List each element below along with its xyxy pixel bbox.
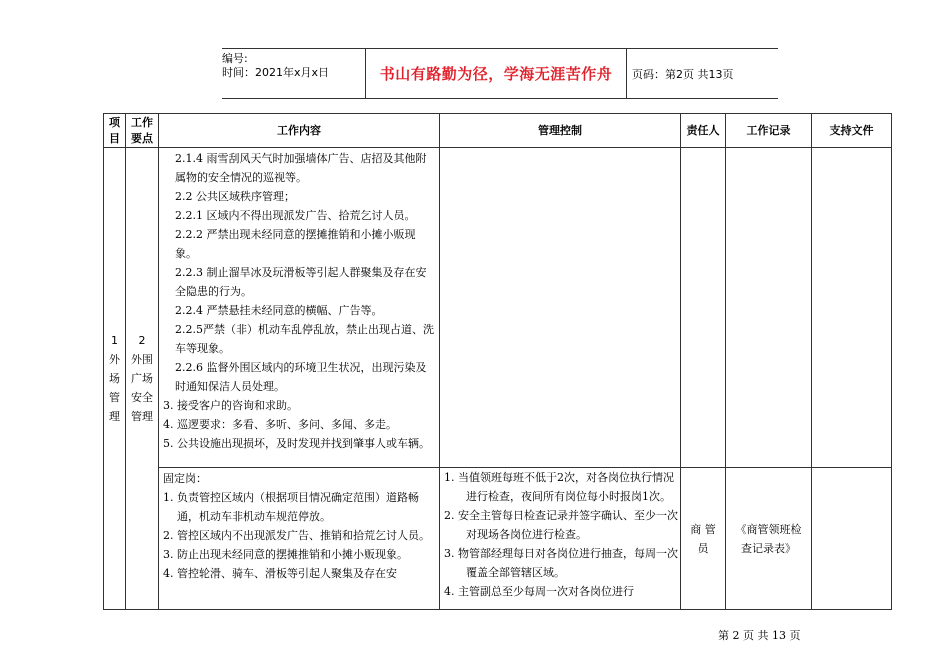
upper-responsible-cell (681, 148, 726, 468)
control-line: 4. 主管副总至少每周一次对各岗位进行 (444, 585, 634, 598)
content-line: 5. 公共设施出现损坏，及时发现并找到肇事人或车辆。 (163, 437, 430, 450)
content-line: 2. 管控区域内不出现派发广告、推销和拾荒乞讨人员。 (163, 529, 430, 542)
header-responsible: 责任人 (681, 114, 726, 148)
lower-record-cell (726, 468, 812, 610)
content-line: 3. 接受客户的咨询和求助。 (163, 399, 298, 412)
header-motto: 书山有路勤为径，学海无涯苦作舟 (365, 49, 627, 98)
content-title: 固定岗： (163, 472, 207, 485)
header-item: 项目 (104, 114, 126, 148)
content-line: 1. 负责管控区域内（根据项目情况确定范围）道路畅通，机动车非机动车规范停放。 (163, 491, 419, 523)
lower-content-cell (159, 468, 440, 610)
record-text: 《商管领班检查记录表》 (735, 522, 802, 555)
control-line: 1. 当值领班每班不低于2次，对各岗位执行情况进行检查，夜间所有岗位每小时报岗1次。 (444, 471, 674, 503)
content-line: 2.2.5严禁（非）机动车乱停乱放，禁止出现占道、洗车等现象。 (175, 323, 434, 355)
table-row (104, 468, 892, 610)
content-line: 2.2.1 区域内不得出现派发广告、拾荒乞讨人员。 (175, 209, 416, 222)
item-cell (104, 148, 126, 610)
document-header (222, 48, 778, 99)
upper-support-cell (812, 148, 892, 468)
content-line: 2.2 公共区域秩序管理； (175, 190, 295, 203)
responsible-text: 商 管 员 (690, 522, 716, 555)
content-line: 2.2.6 监督外围区域内的环境卫生状况，出现污染及时通知保洁人员处理。 (175, 361, 427, 393)
header-content: 工作内容 (159, 114, 440, 148)
item-number: 1 (111, 334, 118, 347)
header-support: 支持文件 (812, 114, 892, 148)
content-line: 2.2.4 严禁悬挂未经同意的横幅、广告等。 (175, 304, 383, 317)
table-header-row (104, 114, 892, 148)
page-footer: 第 2 页 共 13 页 (718, 629, 801, 642)
upper-control-cell (440, 148, 681, 468)
content-line: 4. 管控轮滑、骑车、滑板等引起人聚集及存在安 (163, 567, 397, 580)
key-point-number: 2 (138, 334, 146, 347)
control-line: 3. 物管部经理每日对各岗位进行抽查，每周一次覆盖全部管辖区域。 (444, 547, 678, 579)
lower-support-cell (812, 468, 892, 610)
content-line: 3. 防止出现未经同意的摆摊推销和小摊小贩现象。 (163, 548, 408, 561)
item-name: 外场管理 (109, 353, 120, 423)
header-page-label: 页码：第2页 共13页 (632, 67, 734, 81)
upper-content-cell (159, 148, 440, 468)
content-line: 2.2.2 严禁出现未经同意的摆摊推销和小摊小贩现象。 (175, 228, 416, 260)
number-label: 编号: (222, 52, 248, 65)
lower-control-cell (440, 468, 681, 610)
header-meta (222, 49, 364, 101)
header-control: 管理控制 (440, 114, 681, 148)
control-line: 2. 安全主管每日检查记录并签字确认、至少一次对现场各岗位进行检查。 (444, 509, 678, 541)
content-line: 4. 巡逻要求：多看、多听、多问、多闻、多走。 (163, 418, 397, 431)
header-key-point: 工作要点 (126, 114, 159, 148)
key-point-cell (126, 148, 159, 610)
content-line: 2.2.3 制止溜旱冰及玩滑板等引起人群聚集及存在安全隐患的行为。 (175, 266, 427, 298)
content-line: 2.1.4 雨雪刮风天气时加强墙体广告、店招及其他附属物的安全情况的巡视等。 (175, 152, 427, 184)
time-label: 时间：2021年x月x日 (222, 66, 330, 79)
key-point-name: 外围广场安全管理 (131, 353, 153, 423)
lower-responsible-cell (681, 468, 726, 610)
table-row (104, 148, 892, 468)
work-table (103, 113, 892, 610)
header-record: 工作记录 (726, 114, 812, 148)
upper-record-cell (726, 148, 812, 468)
